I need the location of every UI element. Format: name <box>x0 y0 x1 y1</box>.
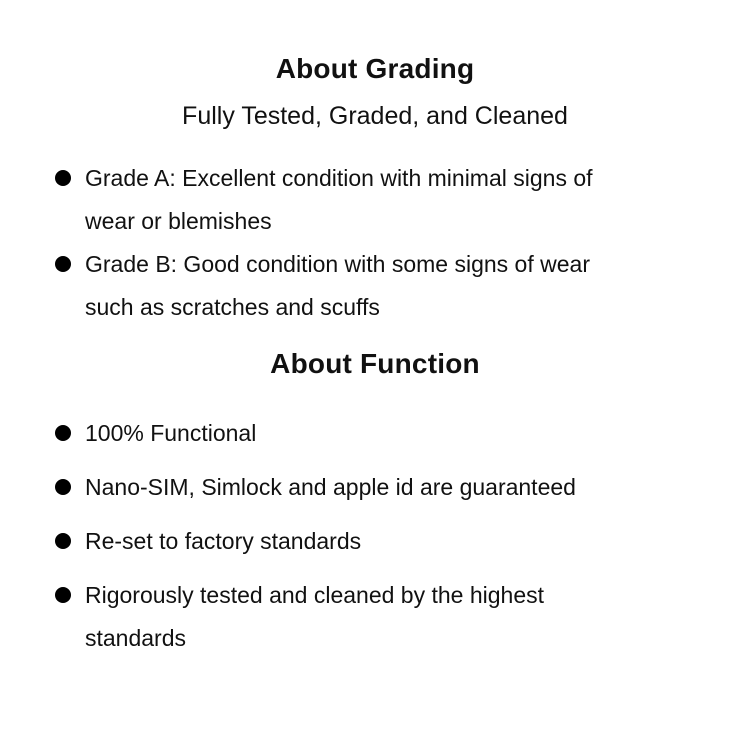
grading-section <box>0 52 750 329</box>
bullet-icon <box>55 170 71 186</box>
text-line: standards <box>85 625 187 651</box>
list-item-text <box>85 412 695 455</box>
list-item-functional <box>55 412 695 455</box>
bullet-icon <box>55 587 71 603</box>
list-item-text <box>85 466 695 509</box>
text-line: wear or blemishes <box>85 208 272 234</box>
text-line: such as scratches and scuffs <box>85 294 380 320</box>
function-heading: About Function <box>270 348 480 379</box>
text-line: 100% Functional <box>85 420 257 446</box>
list-item-text <box>85 520 695 563</box>
bullet-icon <box>55 479 71 495</box>
list-item-grade-b <box>55 243 695 329</box>
text-line: Re-set to factory standards <box>85 528 362 554</box>
list-item-sim <box>55 466 695 509</box>
list-item-text <box>85 574 695 660</box>
list-item-tested <box>55 574 695 660</box>
text-line: Grade B: Good condition with some signs of wear <box>85 251 590 277</box>
list-item-grade-a <box>55 157 695 243</box>
bullet-icon <box>55 256 71 272</box>
text-line: Nano-SIM, Simlock and apple id are guaranteed <box>85 474 576 500</box>
text-line: Grade A: Excellent condition with minimal signs of <box>85 165 593 191</box>
text-line: Rigorously tested and cleaned by the highest <box>85 582 545 608</box>
bullet-icon <box>55 425 71 441</box>
list-item-text <box>85 243 695 329</box>
grading-list <box>0 157 750 329</box>
function-list <box>0 412 750 660</box>
list-item-text <box>85 157 695 243</box>
grading-subtitle: Fully Tested, Graded, and Cleaned <box>182 102 568 130</box>
function-section <box>0 347 750 660</box>
list-item-reset <box>55 520 695 563</box>
bullet-icon <box>55 533 71 549</box>
grading-heading: About Grading <box>275 53 475 84</box>
